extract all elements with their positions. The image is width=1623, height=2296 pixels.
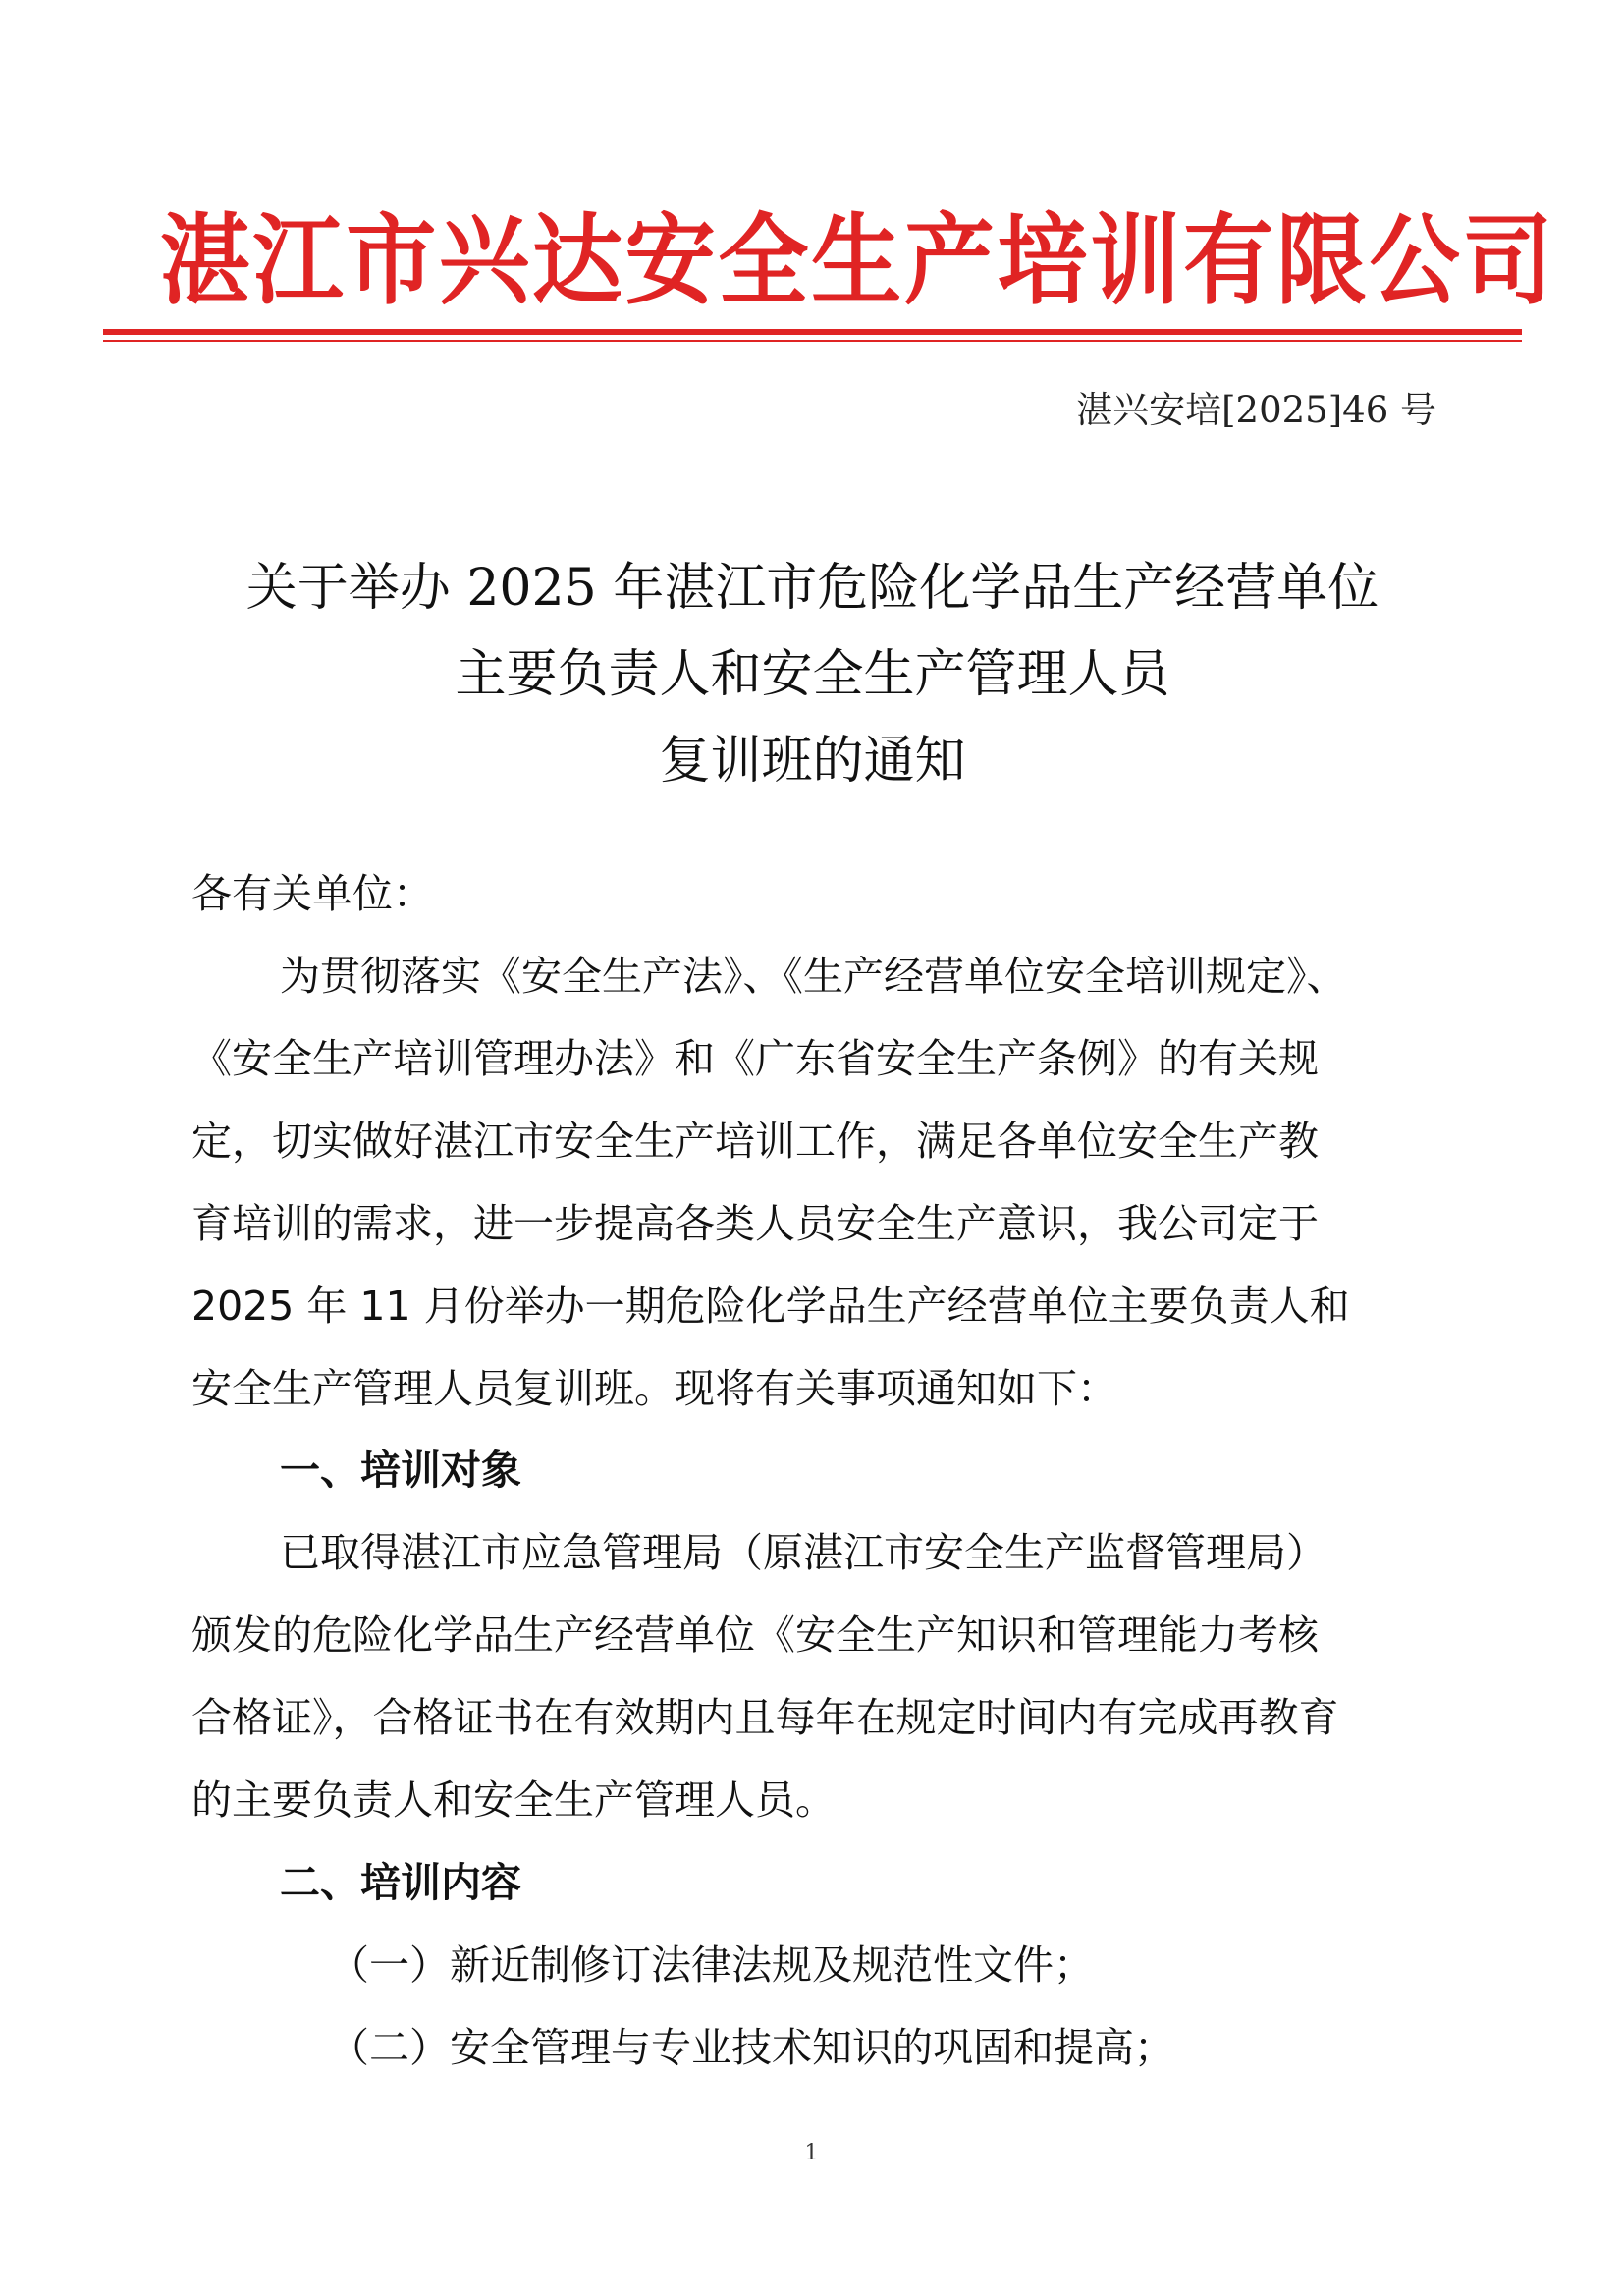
intro-line: 安全生产管理人员复训班。现将有关事项通知如下：	[191, 1365, 1117, 1412]
section1-line: 已取得湛江市应急管理局（原湛江市安全生产监督管理局）	[280, 1529, 1326, 1576]
title-line-2: 主要负责人和安全生产管理人员	[455, 645, 1170, 704]
letterhead-company-name: 湛江市兴达安全生产培训有限公司	[159, 202, 1556, 318]
section1-line: 颁发的危险化学品生产经营单位《安全生产知识和管理能力考核	[191, 1612, 1319, 1659]
section1-line: 合格证》，合格证书在有效期内且每年在规定时间内有完成再教育	[191, 1694, 1339, 1741]
training-target-paragraph	[191, 1511, 1438, 1841]
intro-line: 为贯彻落实《安全生产法》、《生产经营单位安全培训规定》、	[280, 953, 1347, 1000]
title-line-1: 关于举办 2025 年湛江市危险化学品生产经营单位	[245, 559, 1380, 618]
document-title	[103, 545, 1522, 804]
letterhead-red-rule-thin	[103, 340, 1522, 342]
title-line-3: 复训班的通知	[659, 732, 966, 791]
intro-paragraph	[191, 935, 1438, 1430]
section1-line: 的主要负责人和安全生产管理人员。	[191, 1777, 836, 1824]
intro-line: 2025 年 11 月份举办一期危险化学品生产经营单位主要负责人和	[191, 1283, 1350, 1330]
section-heading-training-target: 一、培训对象	[280, 1447, 521, 1494]
intro-line: 定，切实做好湛江市安全生产培训工作，满足各单位安全生产教	[191, 1118, 1319, 1165]
letterhead-red-rule	[103, 329, 1522, 335]
intro-line: 《安全生产培训管理办法》和《广东省安全生产条例》的有关规	[191, 1035, 1319, 1082]
salutation: 各有关单位：	[191, 870, 433, 917]
intro-line: 育培训的需求，进一步提高各类人员安全生产意识，我公司定于	[191, 1200, 1319, 1247]
document-number: 湛兴安培[2025]46 号	[1076, 389, 1436, 431]
section-heading-training-content: 二、培训内容	[280, 1859, 521, 1906]
page-number: 1	[804, 2141, 819, 2165]
list-item: （二）安全管理与专业技术知识的巩固和提高；	[329, 2024, 1174, 2071]
list-item: （一）新近制修订法律法规及规范性文件；	[329, 1941, 1094, 1989]
